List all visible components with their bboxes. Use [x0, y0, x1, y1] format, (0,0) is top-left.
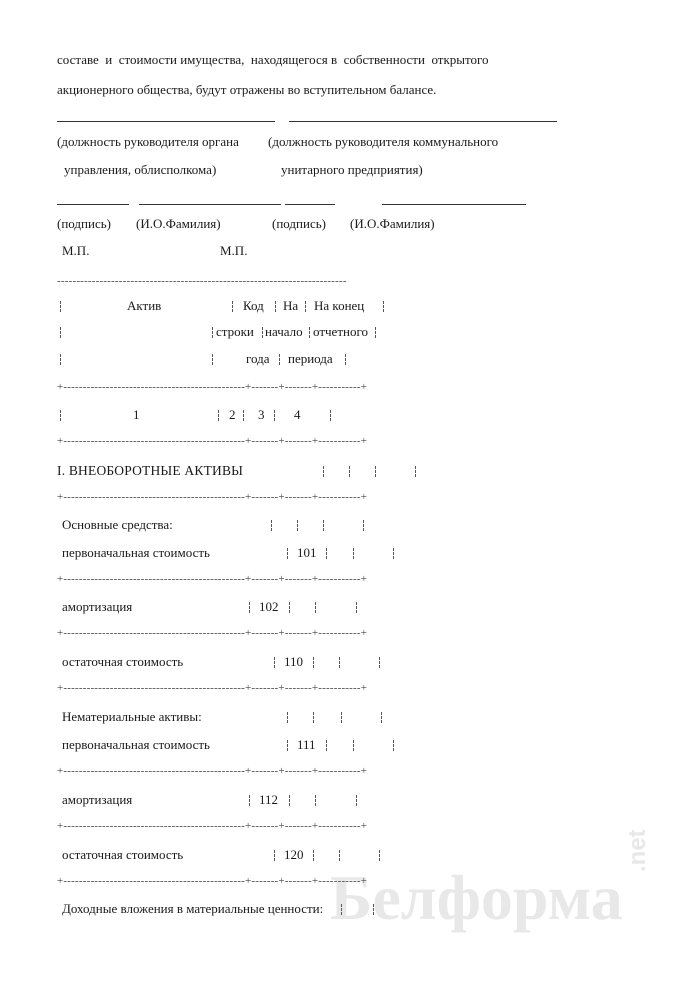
table-border [315, 795, 316, 806]
table-border [287, 548, 288, 559]
table-border [353, 548, 354, 559]
name-right-caption: (И.О.Фамилия) [350, 216, 435, 231]
table-rule: +-----------------------------------------------+-------+-------+-----------+ [57, 765, 368, 777]
row-fixed-assets: Основные средства: [62, 517, 173, 532]
table-border [60, 327, 61, 338]
row-fa-depr-label: амортизация [62, 599, 133, 614]
table-border [326, 740, 327, 751]
table-border [309, 327, 310, 338]
table-border [289, 795, 290, 806]
table-border [249, 602, 250, 613]
col-num-1: 1 [133, 407, 140, 422]
table-border [383, 301, 384, 312]
header-start-1: На [283, 298, 299, 313]
table-border [323, 466, 324, 477]
header-code-2: строки [216, 324, 254, 339]
signature-right-line [285, 204, 335, 205]
table-border [313, 850, 314, 861]
header-start-2: начало [265, 324, 303, 339]
position-left-line [57, 121, 275, 122]
signature-left-caption: (подпись) [57, 216, 111, 231]
position-left-caption-1: (должность руководителя органа [57, 134, 239, 149]
table-border [249, 795, 250, 806]
table-border [353, 740, 354, 751]
table-border [218, 410, 219, 421]
table-border [393, 548, 394, 559]
table-border [356, 602, 357, 613]
col-num-3: 3 [258, 407, 265, 422]
table-border [60, 301, 61, 312]
watermark-brand: Белформа [330, 862, 623, 933]
table-border [379, 850, 380, 861]
row-income-investments: Доходные вложения в материальные ценности: [62, 901, 324, 916]
table-rule: +-----------------------------------------------+-------+-------+-----------+ [57, 875, 368, 887]
table-border [315, 602, 316, 613]
table-border [375, 466, 376, 477]
table-border [262, 327, 263, 338]
row-fa-residual-code: 110 [284, 654, 304, 669]
row-fa-initial-label: первоначальная стоимость [62, 545, 210, 560]
table-border [271, 520, 272, 531]
table-border [323, 520, 324, 531]
table-border [341, 712, 342, 723]
row-ia-depr-code: 112 [259, 792, 279, 807]
table-border [274, 410, 275, 421]
table-border [274, 850, 275, 861]
table-border [326, 548, 327, 559]
header-code-1: Код [243, 298, 264, 313]
row-intangible-assets: Нематериальные активы: [62, 709, 202, 724]
table-border [381, 712, 382, 723]
col-num-2: 2 [229, 407, 236, 422]
watermark-domain: .net [624, 829, 651, 872]
row-fa-depr-code: 102 [259, 599, 279, 614]
table-border [60, 354, 61, 365]
intro-line-1: составе и стоимости имущества, находящегося в собственности открытого [57, 52, 489, 67]
row-ia-depr-label: амортизация [62, 792, 133, 807]
table-border [275, 301, 276, 312]
position-right-line [289, 121, 557, 122]
table-rule: +-----------------------------------------------+-------+-------+-----------+ [57, 820, 368, 832]
row-ia-initial-label: первоначальная стоимость [62, 737, 210, 752]
table-rule: +-----------------------------------------------+-------+-------+-----------+ [57, 682, 368, 694]
position-right-caption-2: унитарного предприятия) [281, 162, 423, 177]
signature-left-line [57, 204, 129, 205]
table-border [375, 327, 376, 338]
row-ia-residual-code: 120 [284, 847, 304, 862]
col-num-4: 4 [294, 407, 301, 422]
header-end-2: отчетного [313, 324, 368, 339]
header-end-3: периода [288, 351, 333, 366]
table-border [345, 354, 346, 365]
table-border [339, 657, 340, 668]
header-asset: Актив [127, 298, 162, 313]
table-rule: +-----------------------------------------------+-------+-------+-----------+ [57, 627, 368, 639]
table-border [415, 466, 416, 477]
table-border [305, 301, 306, 312]
header-start-3: года [246, 351, 270, 366]
stamp-right: М.П. [220, 243, 248, 258]
table-rule: +-----------------------------------------------+-------+-------+-----------+ [57, 381, 368, 393]
table-border [212, 327, 213, 338]
table-rule: +-----------------------------------------------+-------+-------+-----------+ [57, 573, 368, 585]
table-border [356, 795, 357, 806]
signature-right-caption: (подпись) [272, 216, 326, 231]
row-ia-initial-code: 111 [297, 737, 316, 752]
row-fa-initial-code: 101 [297, 545, 317, 560]
header-end-1: На конец [314, 298, 365, 313]
row-ia-residual-label: остаточная стоимость [62, 847, 184, 862]
table-border [287, 740, 288, 751]
name-left-line [139, 204, 281, 205]
table-border [363, 520, 364, 531]
intro-line-2: акционерного общества, будут отражены во вступительном балансе. [57, 82, 437, 97]
table-border [232, 301, 233, 312]
name-right-line [382, 204, 526, 205]
table-border [60, 410, 61, 421]
table-border [339, 850, 340, 861]
table-border [349, 466, 350, 477]
table-border [279, 354, 280, 365]
table-border [287, 712, 288, 723]
table-border [330, 410, 331, 421]
table-rule: +-----------------------------------------------+-------+-------+-----------+ [57, 491, 368, 503]
table-border [313, 657, 314, 668]
table-top-rule: --------------------------------------------------------------------------- [57, 275, 347, 287]
name-left-caption: (И.О.Фамилия) [136, 216, 221, 231]
section-noncurrent-assets: I. ВНЕОБОРОТНЫЕ АКТИВЫ [57, 463, 244, 478]
table-border [379, 657, 380, 668]
table-rule: +-----------------------------------------------+-------+-------+-----------+ [57, 435, 368, 447]
position-left-caption-2: управления, облисполкома) [64, 162, 217, 177]
table-border [243, 410, 244, 421]
row-fa-residual-label: остаточная стоимость [62, 654, 184, 669]
table-border [297, 520, 298, 531]
table-border [289, 602, 290, 613]
table-border [393, 740, 394, 751]
stamp-left: М.П. [62, 243, 90, 258]
table-border [313, 712, 314, 723]
position-right-caption-1: (должность руководителя коммунального [268, 134, 499, 149]
table-border [274, 657, 275, 668]
table-border [212, 354, 213, 365]
